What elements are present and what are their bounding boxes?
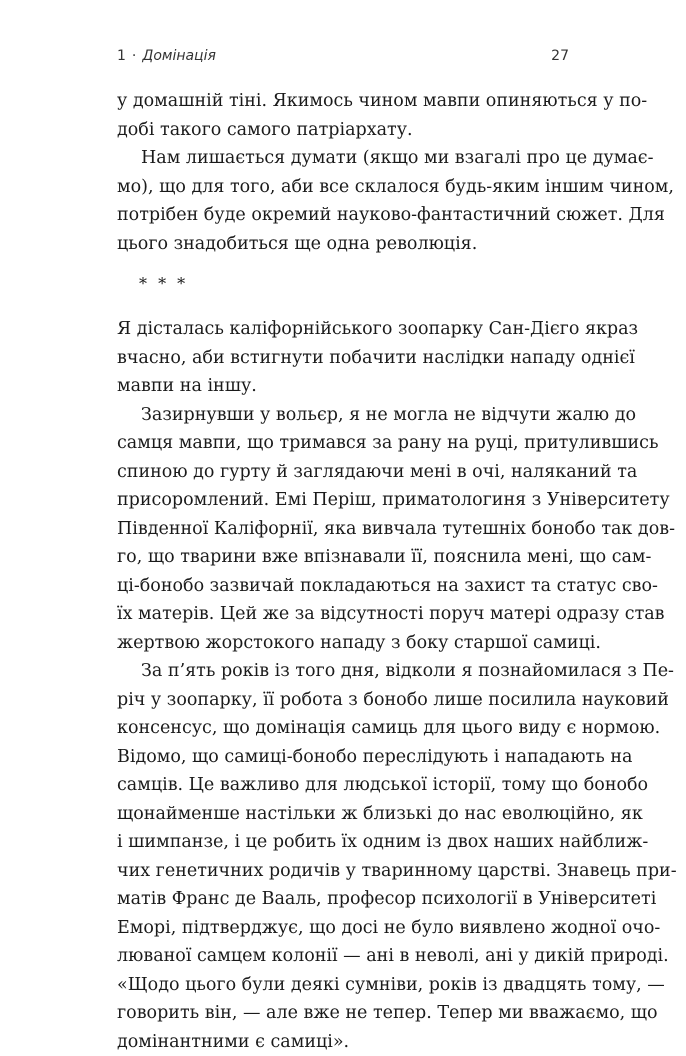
text-line: добі такого самого патріархату. bbox=[117, 116, 573, 145]
text-line: самця мавпи, що тримався за рану на руці, притулившись bbox=[117, 429, 573, 458]
page-number: 27 bbox=[551, 48, 569, 64]
text-line: матів Франс де Вааль, професор психології в Університеті bbox=[117, 885, 573, 914]
text-line: Еморі, підтверджує, що досі не було виявлено жодної очо- bbox=[117, 914, 573, 943]
text-line: консенсус, що домінація самиць для цього виду є нормою. bbox=[117, 714, 573, 743]
body-text bbox=[117, 87, 573, 1056]
text-line: Зазирнувши у вольєр, я не могла не відчути жалю до bbox=[117, 401, 573, 430]
text-line: домінантними є самиці». bbox=[117, 1028, 573, 1056]
text-line: жертвою жорстокого нападу з боку старшої самиці. bbox=[117, 629, 573, 658]
text-line: люваної самцем колонії — ані в неволі, ані у дикій природі. bbox=[117, 942, 573, 971]
text-line: самців. Це важливо для людської історії, тому що бонобо bbox=[117, 771, 573, 800]
text-line: вчасно, аби встигнути побачити наслідки нападу однієї bbox=[117, 344, 573, 373]
text-line: присоромлений. Емі Періш, приматологиня з Університету bbox=[117, 486, 573, 515]
chapter-title: Домінація bbox=[142, 48, 216, 64]
text-line: їх матерів. Цей же за відсутності поруч матері одразу став bbox=[117, 600, 573, 629]
chapter-number: 1 bbox=[117, 48, 126, 64]
text-line: мо), що для того, аби все склалося будь-яким іншим чином, bbox=[117, 173, 573, 202]
text-line: Я дісталась каліфорнійського зоопарку Сан-Дієго якраз bbox=[117, 315, 573, 344]
text-line: потрібен буде окремий науково-фантастичний сюжет. Для bbox=[117, 201, 573, 230]
text-line: говорить він, — але вже не тепер. Тепер ми вважаємо, що bbox=[117, 999, 573, 1028]
text-line: і шимпанзе, і це робить їх одним із двох наших найближ- bbox=[117, 828, 573, 857]
text-line: цього знадобиться ще одна революція. bbox=[117, 230, 573, 259]
text-line: Нам лишається думати (якщо ми взагалі про це думає- bbox=[117, 144, 573, 173]
text-line: Відомо, що самиці-бонобо переслідують і нападають на bbox=[117, 743, 573, 772]
text-line: чих генетичних родичів у тваринному царстві. Знавець при- bbox=[117, 857, 573, 886]
text-line: щонайменше настільки ж близькі до нас еволюційно, як bbox=[117, 800, 573, 829]
text-line: у домашній тіні. Якимось чином мавпи опиняються у по- bbox=[117, 87, 573, 116]
text-line: «Щодо цього були деякі сумніви, років із двадцять тому, — bbox=[117, 971, 573, 1000]
section-break: * * * bbox=[117, 258, 573, 315]
text-line: ці-бонобо зазвичай покладаються на захист та статус сво- bbox=[117, 572, 573, 601]
text-line: спиною до гурту й заглядаючи мені в очі, наляканий та bbox=[117, 458, 573, 487]
text-line: річ у зоопарку, її робота з бонобо лише посилила науковий bbox=[117, 686, 573, 715]
header-separator: · bbox=[132, 48, 136, 64]
text-line: го, що тварини вже впізнавали її, пояснила мені, що сам- bbox=[117, 543, 573, 572]
running-head bbox=[117, 48, 216, 64]
text-line: мавпи на іншу. bbox=[117, 372, 573, 401]
text-line: За п’ять років із того дня, відколи я познайомилася з Пе- bbox=[117, 657, 573, 686]
text-line: Південної Каліфорнії, яка вивчала тутешніх бонобо так дов- bbox=[117, 515, 573, 544]
